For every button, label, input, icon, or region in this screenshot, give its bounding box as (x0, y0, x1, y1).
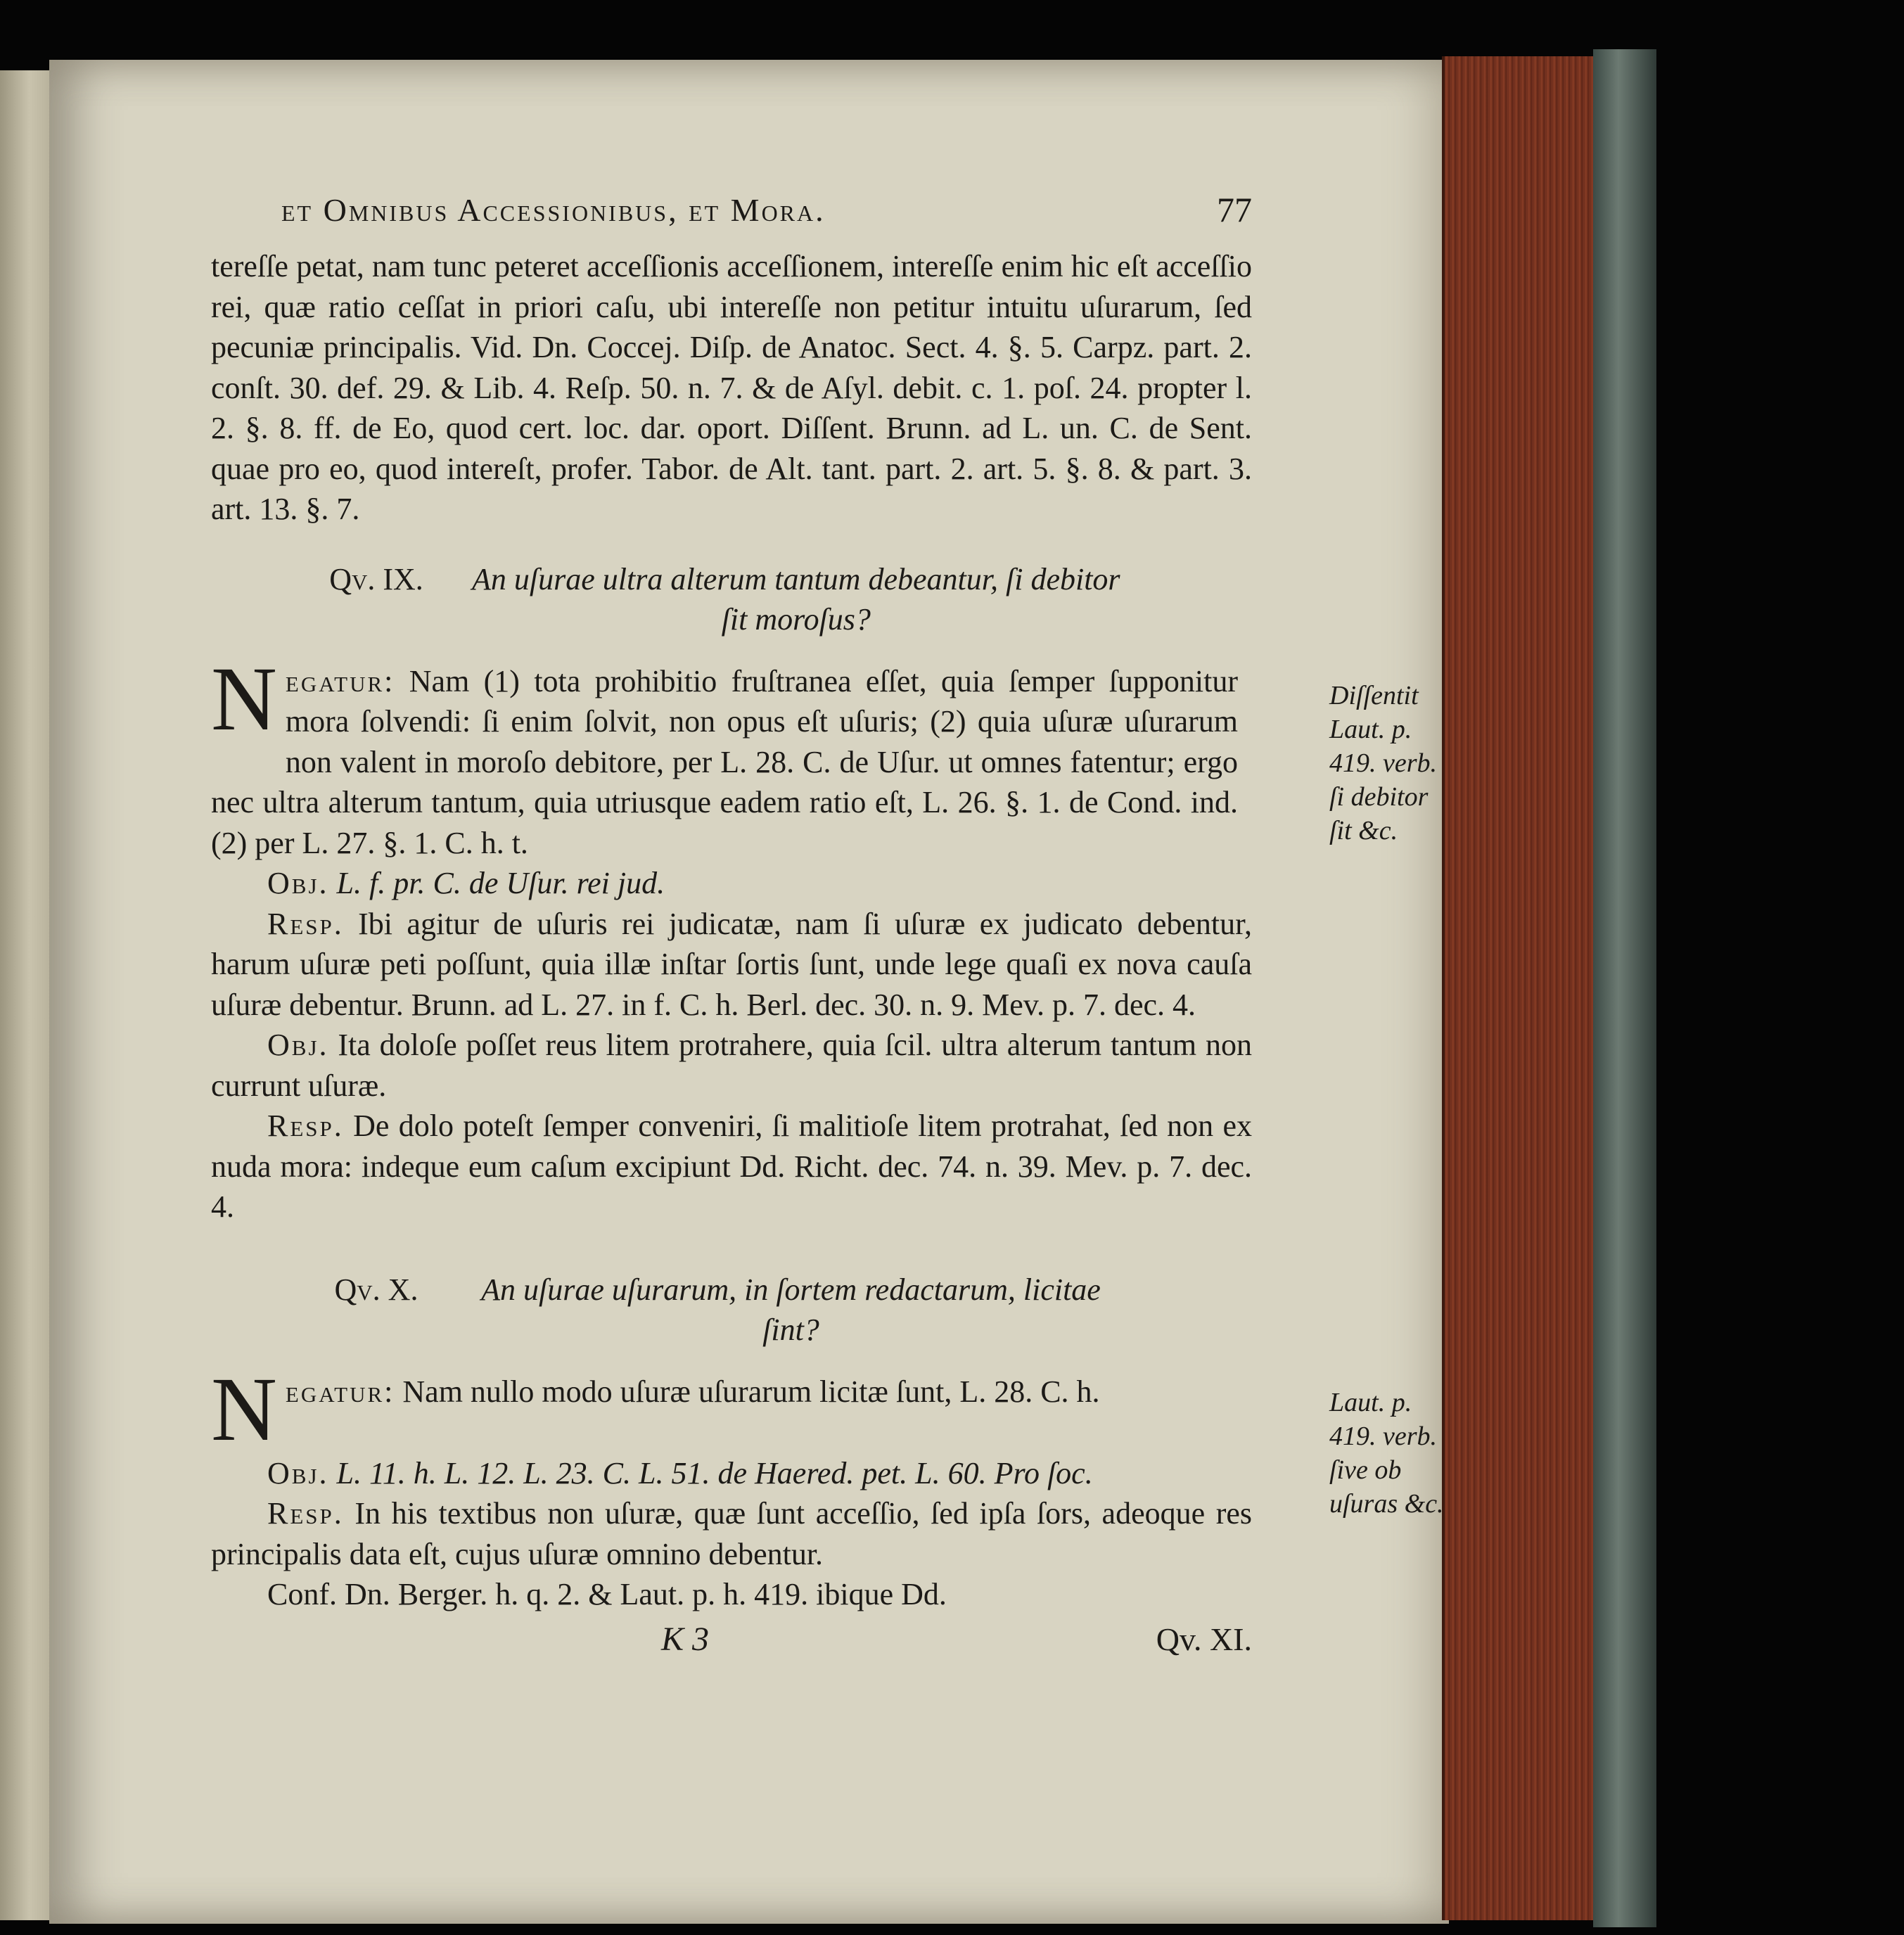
signature-mark: K 3 (661, 1620, 710, 1658)
question-9-answer (211, 648, 1252, 864)
margin-note-q9: Diſſentit Laut. p. 419. verb. ſi debitor ſit &c. (1329, 681, 1438, 845)
objection-q10 (211, 1453, 1252, 1494)
response-text: In his textibus non uſuræ, quæ ſunt acceſſio, ſed ipſa ſors, adeoque res principalis data eſt, cujus uſuræ omnino debentur. (211, 1496, 1253, 1571)
continued-paragraph: tereſſe petat, nam tunc peteret acceſſionis acceſſionem, intereſſe enim hic eſt acceſſio rei, quæ ratio ceſſat in priori caſu, ubi intereſſe non petitur intuitu uſurarum, ſed pecuniæ principalis. Vid. Dn. Coccej. Diſp. de Anatoc. Sect. 4. §. 5. Carpz. part. 2. conſt. 30. def. 29. & Lib. 4. Reſp. 50. n. 7. & de Aſyl. debit. c. 1. poſ. 24. propter l. 2. §. 8. ff. de Eo, quod cert. loc. dar. oport. Diſſent. Brunn. ad L. un. C. de Sent. quae pro eo, quod intereſt, profer. Tabor. de Alt. tant. part. 2. art. 5. §. 8. & part. 3. art. 13. §. 7. (211, 249, 1252, 526)
page-text (211, 190, 1444, 1668)
book-fore-edge (1442, 56, 1596, 1920)
answer-lead: egatur: (285, 663, 395, 698)
question-10-label: Qv. X. (334, 1272, 419, 1307)
question-9-heading (211, 559, 1252, 640)
objection-label: Obj. (267, 1455, 329, 1490)
objection-2 (211, 1025, 1252, 1106)
response-label: Resp. (267, 1496, 344, 1531)
response-2 (211, 1106, 1252, 1227)
facing-page-edge (0, 70, 49, 1920)
response-text: De dolo poteſt ſemper conveniri, ſi malitioſe litem protrahat, ſed non ex nuda mora: indeque eum caſum excipiunt Dd. Richt. dec. 74. n. 39. Mev. p. 7. dec. 4. (211, 1109, 1253, 1224)
objection-label: Obj. (267, 866, 329, 900)
question-10-title: An uſurae uſurarum, in ſortem redactarum, licitae ſint? (481, 1272, 1101, 1347)
objection-text: L. f. pr. C. de Uſur. rei jud. (336, 866, 665, 900)
question-9-label: Qv. IX. (329, 561, 423, 596)
book-cover-board (1593, 49, 1656, 1927)
response-text: Ibi agitur de uſuris rei judicatæ, nam ſi uſuræ ex judicato debentur, harum uſuræ peti poſſunt, quia illæ inſtar ſortis ſunt, unde lege quaſi ex nova cauſa uſuræ debentur. Brunn. ad L. 27. in f. C. h. Berl. dec. 30. n. 9. Mev. p. 7. dec. 4. (211, 906, 1252, 1022)
conference-note: Conf. Dn. Berger. h. q. 2. & Laut. p. h. 419. ibique Dd. (267, 1577, 947, 1611)
question-10-heading (211, 1270, 1252, 1350)
objection-label: Obj. (267, 1028, 329, 1062)
response-label: Resp. (267, 906, 344, 941)
answer-body: Nam nullo modo uſuræ uſurarum licitæ ſunt, L. 28. C. h. (402, 1374, 1100, 1409)
question-9-title: An uſurae ultra alterum tantum debeantur, ſi debitor ſit moroſus? (472, 561, 1120, 637)
response-label: Resp. (267, 1109, 344, 1143)
question-10-answer (211, 1358, 1252, 1460)
objection-text: L. 11. h. L. 12. L. 23. C. L. 51. de Haered. pet. L. 60. Pro ſoc. (336, 1455, 1093, 1490)
objection-text: Ita doloſe poſſet reus litem protrahere, quia ſcil. ultra alterum tantum non currunt uſuræ. (211, 1028, 1253, 1103)
objection-1 (211, 863, 1252, 904)
drop-cap: N (211, 1358, 277, 1460)
response-1 (211, 904, 1252, 1026)
running-header (281, 190, 1252, 246)
margin-note-q10: Laut. p. 419. verb. ſive ob uſuras &c. (1329, 1388, 1444, 1519)
page-footer (211, 1619, 1252, 1668)
answer-body: Nam (1) tota prohibitio fruſtranea eſſet, quia ſemper ſupponitur mora ſolvendi: ſi enim ſolvit, non opus eſt uſuris; (2) quia uſuræ uſurarum non valent in moroſo debitore, per L. 28. C. de Uſur. ut omnes fatentur; ergo nec ultra alterum tantum, quia utriusque eadem ratio eſt, L. 26. §. 1. de Cond. ind. (2) per L. 27. §. 1. C. h. t. (211, 663, 1238, 860)
page-number: 77 (1217, 190, 1252, 229)
catchword: Qv. XI. (1156, 1621, 1252, 1657)
running-title: et Omnibus Accessionibus, et Mora. (281, 192, 826, 228)
answer-lead: egatur: (285, 1374, 395, 1409)
drop-cap: N (211, 648, 277, 750)
response-q10 (211, 1493, 1252, 1574)
